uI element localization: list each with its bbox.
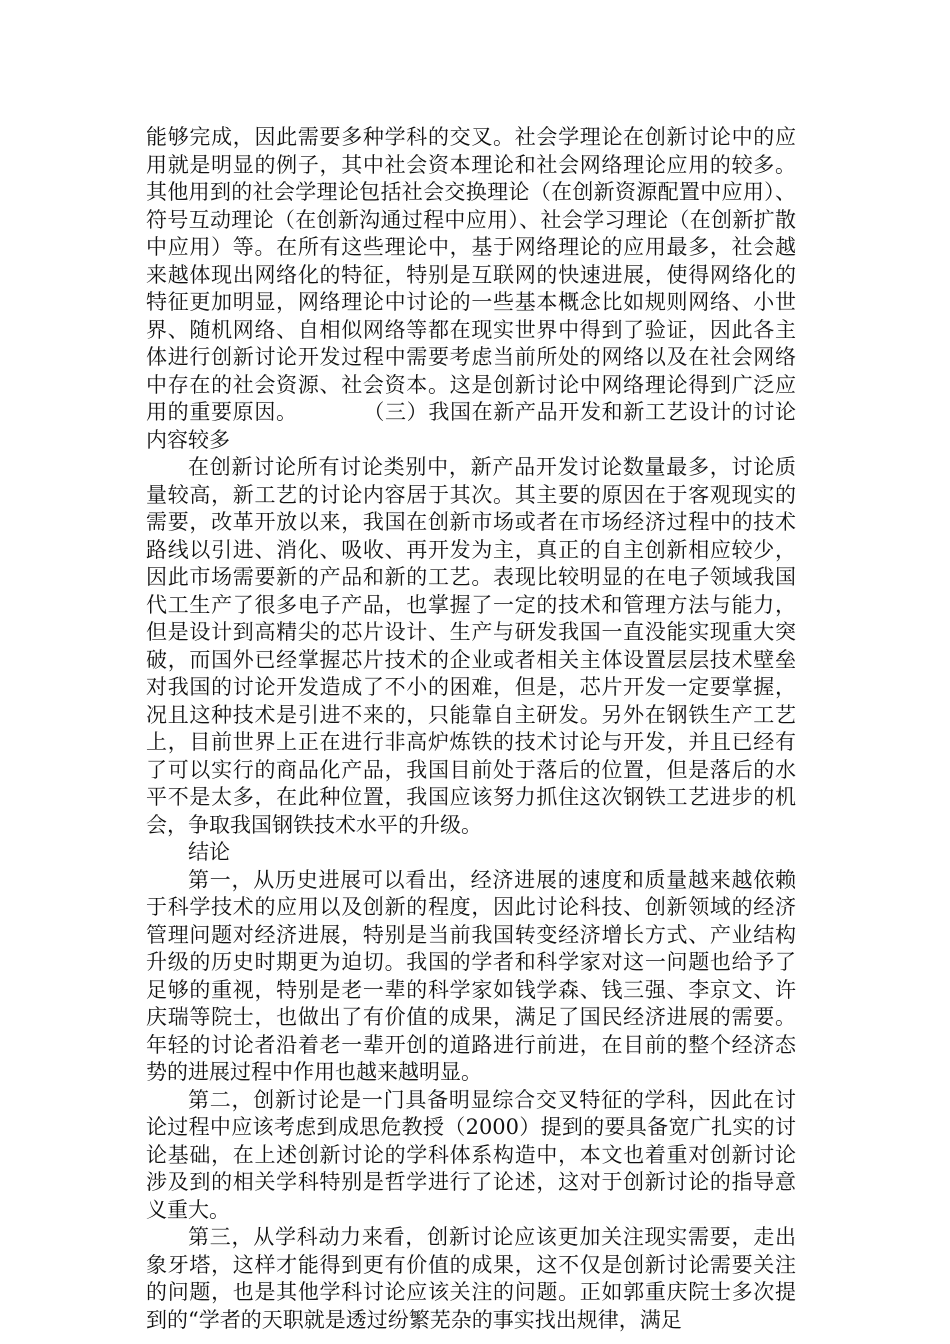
paragraph-conclusion-first: 第一，从历史进展可以看出，经济进展的速度和质量越来越依赖于科学技术的应用以及创新的程度，因此讨论科技、创新领域的经济管理问题对经济进展，特别是当前我国转变经济增长方式、产业结构升级的历史时期更为迫切。我国的学者和科学家对这一问题也给予了足够的重视，特别是老一辈的科学家如钱学森、钱三强、李京文、许庆瑞等院士，也做出了有价值的成果，满足了国民经济进展的需要。年轻的讨论者沿着老一辈开创的道路进行前进，在目前的整个经济态势的进展过程中作用也越来越明显。 — [146, 867, 796, 1084]
section-heading-conclusion: 结论 — [188, 840, 230, 864]
paragraph-network-theory: 能够完成，因此需要多种学科的交叉。社会学理论在创新讨论中的应用就是明显的例子，其中社会资本理论和社会网络理论应用的较多。其他用到的社会学理论包括社会交换理论（在创新资源配置中应用）、符号互动理论（在创新沟通过程中应用）、社会学习理论（在创新扩散中应用）等。在所有这些理论中，基于网络理论的应用最多，社会越来越体现出网络化的特征，特别是互联网的快速进展，使得网络化的特征更加明显，网络理论中讨论的一些基本概念比如规则网络、小世界、随机网络、自相似网络等都在现实世界中得到了验证，因此各主体进行创新讨论开发过程中需要考虑当前所处的网络以及在社会网络中存在的社会资源、社会资本。这是创新讨论中网络理论得到广泛应用的重要原因。 （三）我国在新产品开发和新工艺设计的讨论内容较多 — [146, 125, 796, 452]
paragraph-conclusion-second: 第二，创新讨论是一门具备明显综合交叉特征的学科，因此在讨论过程中应该考虑到成思危教授（2000）提到的要具备宽广扎实的讨论基础，在上述创新讨论的学科体系构造中，本文也着重对创新讨论涉及到的相关学科特别是哲学进行了论述，这对于创新讨论的指导意义重大。 — [146, 1087, 796, 1222]
paragraph-new-products: 在创新讨论所有讨论类别中，新产品开发讨论数量最多，讨论质量较高，新工艺的讨论内容居于其次。其主要的原因在于客观现实的需要，改革开放以来，我国在创新市场或者在市场经济过程中的技术路线以引进、消化、吸收、再开发为主，真正的自主创新相应较少，因此市场需要新的产品和新的工艺。表现比较明显的在电子领域我国代工生产了很多电子产品，也掌握了一定的技术和管理方法与能力，但是设计到高精尖的芯片设计、生产与研发我国一直没能实现重大突破，而国外已经掌握芯片技术的企业或者相关主体设置层层技术壁垒对我国的讨论开发造成了不小的困难，但是，芯片开发一定要掌握，况且这种技术是引进不来的，只能靠自主研发。另外在钢铁生产工艺上，目前世界上正在进行非高炉炼铁的技术讨论与开发，并且已经有了可以实行的商品化产品，我国目前处于落后的位置，但是落后的水平不是太多，在此种位置，我国应该努力抓住这次钢铁工艺进步的机会，争取我国钢铁技术水平的升级。 — [146, 455, 796, 837]
document-page — [146, 124, 796, 1334]
paragraph-conclusion-third: 第三，从学科动力来看，创新讨论应该更加关注现实需要，走出象牙塔，这样才能得到更有价值的成果，这不仅是创新讨论需要关注的问题，也是其他学科讨论应该关注的问题。正如郭重庆院士多次提到的“学者的天职就是透过纷繁芜杂的事实找出规律，满足 — [146, 1225, 796, 1332]
